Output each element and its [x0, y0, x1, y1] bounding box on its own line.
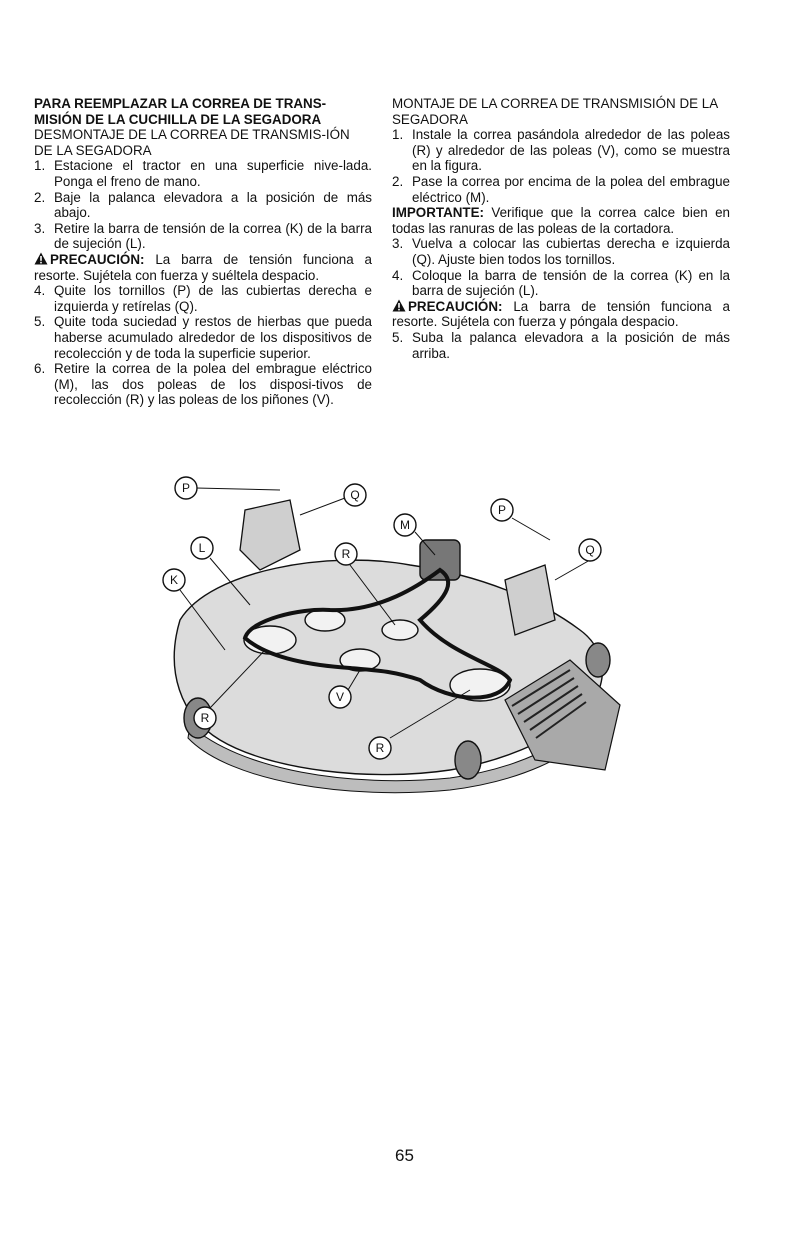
caution-note [34, 252, 372, 283]
warning-triangle-icon [34, 252, 48, 265]
step-text: Instale la correa pasándola alrededor de las poleas (R) y alrededor de las poleas (V), como se muestra en la figura. [412, 127, 730, 174]
important-label: IMPORTANTE: [392, 205, 484, 221]
step-text: Quite toda suciedad y restos de hierbas que pueda haberse acumulado alrededor de los dispositivos de recolección y de toda la superficie superior. [54, 314, 372, 361]
left-column [34, 96, 372, 408]
callout-k [163, 569, 185, 591]
callout-label: R [375, 741, 385, 755]
step-text: Baje la palanca elevadora a la posición de más abajo. [54, 189, 372, 221]
important-text: Verifique que la correa calce bien en todas las ranuras de las poleas de la cortadora. [392, 205, 730, 236]
callout-r-bottom [369, 737, 391, 759]
step-number: 3. [392, 236, 404, 252]
step-number: 2. [392, 173, 404, 189]
caution-label: PRECAUCIÓN: [50, 251, 145, 267]
step-item [34, 283, 372, 314]
callout-p-right [491, 499, 513, 521]
step-number: 4. [392, 267, 404, 283]
step-item [392, 330, 730, 361]
callout-l [191, 537, 213, 559]
caution-note [392, 299, 730, 330]
right-column [392, 96, 730, 361]
gauge-wheel [586, 643, 610, 677]
callout-label: L [198, 541, 206, 555]
callout-r-top [335, 543, 357, 565]
callout-label: R [200, 711, 210, 725]
step-item [34, 190, 372, 221]
callout-label: K [169, 573, 179, 587]
step-number: 6. [34, 361, 46, 377]
callout-label: Q [350, 488, 360, 502]
left-cover [240, 500, 300, 570]
step-item [392, 174, 730, 205]
callout-r-left [194, 707, 216, 729]
step-item [34, 158, 372, 189]
section-heading: PARA REEMPLAZAR LA CORREA DE TRANS-MISIÓN DE LA CUCHILLA DE LA SEGADORA [34, 96, 327, 127]
step-item [392, 268, 730, 299]
step-number: 3. [34, 220, 46, 236]
important-note [392, 205, 730, 236]
step-number: 5. [392, 329, 404, 345]
callout-q-right [579, 539, 601, 561]
callout-label: R [341, 547, 351, 561]
callout-v [329, 686, 351, 708]
section-heading: MONTAJE DE LA CORREA DE TRANSMISIÓN DE LA SEGADORA [392, 96, 718, 127]
step-text: Estacione el tractor en una superficie nive-lada. Ponga el freno de mano. [54, 158, 372, 189]
callout-label: M [400, 518, 410, 532]
step-text: Quite los tornillos (P) de las cubiertas derecha e izquierda y retírelas (Q). [54, 283, 372, 314]
gauge-wheel [455, 741, 481, 779]
step-item [34, 361, 372, 408]
pulley [305, 609, 345, 631]
step-item [34, 221, 372, 252]
callout-m [394, 514, 416, 536]
caution-text: La barra de tensión funciona a resorte. Sujétela con fuerza y póngala despacio. [392, 298, 730, 330]
step-text: Suba la palanca elevadora a la posición de más arriba. [412, 329, 730, 361]
step-text: Coloque la barra de tensión de la correa (K) en la barra de sujeción (L). [412, 267, 730, 299]
step-text: Pase la correa por encima de la polea del embrague eléctrico (M). [412, 173, 730, 205]
step-item [392, 127, 730, 174]
step-number: 1. [392, 127, 404, 143]
step-item [34, 314, 372, 361]
mower-deck-belt-diagram [150, 470, 640, 800]
page-number: 65 [395, 1146, 414, 1165]
step-number: 1. [34, 158, 46, 174]
callout-label: V [335, 690, 345, 704]
step-text: Retire la correa de la polea del embrague eléctrico (M), las dos poleas de los disposi-tivos de recolección (R) y las poleas de los piñones (V). [54, 361, 372, 408]
step-number: 5. [34, 314, 46, 330]
step-text: Vuelva a colocar las cubiertas derecha e izquierda (Q). Ajuste bien todos los tornillos. [412, 236, 730, 267]
step-number: 2. [34, 189, 46, 205]
callout-label: P [497, 503, 507, 517]
callout-label: Q [585, 543, 595, 557]
step-number: 4. [34, 283, 46, 299]
callout-q-left [344, 484, 366, 506]
callout-label: P [181, 481, 191, 495]
step-text: Retire la barra de tensión de la correa (K) de la barra de sujeción (L). [54, 220, 372, 252]
caution-label: PRECAUCIÓN: [408, 298, 503, 314]
subsection-heading: DESMONTAJE DE LA CORREA DE TRANSMIS-IÓN DE LA SEGADORA [34, 127, 350, 158]
pulley [382, 620, 418, 640]
warning-triangle-icon [392, 299, 406, 312]
caution-text: La barra de tensión funciona a resorte. Sujétela con fuerza y suéltela despacio. [34, 251, 372, 283]
step-item [392, 236, 730, 267]
callout-p-left [175, 477, 197, 499]
electric-clutch [420, 540, 460, 580]
